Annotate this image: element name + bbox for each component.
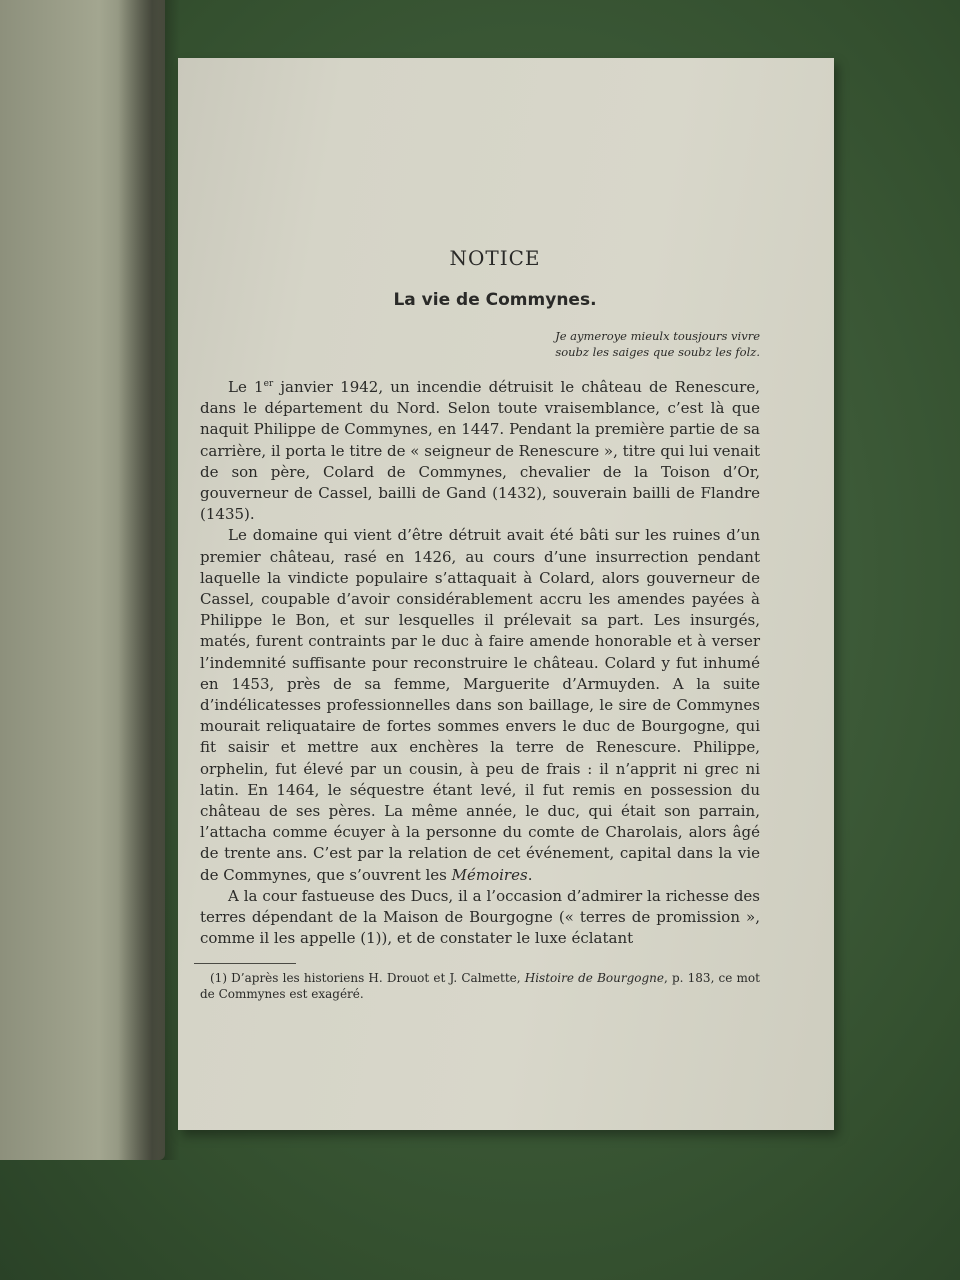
paragraph [200, 525, 760, 885]
paragraph-lead: Le 1 [228, 378, 264, 396]
footnote-divider [194, 963, 296, 964]
paragraph-end: . [527, 865, 533, 884]
page-title: NOTICE [449, 246, 541, 270]
epigraph [200, 328, 760, 360]
epigraph-line: soubz les saiges que soubz les folz. [555, 345, 760, 359]
paragraph-text: Le domaine qui vient d’être détruit avait été bâti sur les ruines d’un premier château, rasé en 1426, au cours d’une insurrection pendant laquelle la vindicte populaire s’attaquait à Colard, alors gouverneur de Cassel, coupable d’avoir considérablement accru les amendes payées à Philippe le Bon, et sur lesquelles il prélevait sa part. Les insurgés, matés, furent contraints par le duc à faire amende honorable et à verser l’indemnité suffisante pour reconstruire le château. Colard y fut inhumé en 1453, près de sa femme, Marguerite d’Armuyden. A la suite d’indélicatesses professionnelles dans son baillage, le sire de Commynes mourait reliquataire de fortes sommes envers le duc de Bourgogne, qui fit saisir et mettre aux enchères la terre de Renescure. Philippe, orphelin, fut élevé par un cousin, à peu de frais : il n’apprit ni grec ni latin. En 1464, le séquestre étant levé, il fut remis en possession du château de ses pères. La même année, le duc, qui était son parrain, l’attacha comme écuyer à la personne du comte de Charolais, alors âgé de trente ans. C’est par la relation de cet événement, capital dans la vie de Commynes, que s’ouvrent les [200, 526, 760, 884]
footnote-book-title: Histoire de Bourgogne [524, 971, 664, 986]
section-heading: La vie de Commynes. [393, 290, 597, 310]
superscript: er [263, 379, 274, 389]
footnote-end: , p. 183, ce mot de Commynes est exagéré. [200, 971, 760, 1002]
footnote-text: (1) D’après les historiens H. Drouot et J. Calmette, [210, 971, 525, 986]
book-gutter [118, 0, 180, 1160]
book-title: Mémoires [451, 865, 528, 884]
paragraph: A la cour fastueuse des Ducs, il a l’occasion d’admirer la richesse des terres dépendant de la Maison de Bourgogne (« terres de promission », comme il les appelle (1)), et de constater le luxe éclatant [200, 886, 760, 948]
paragraph [200, 377, 760, 525]
footnote [200, 970, 760, 1002]
epigraph-line: Je aymeroye mieulx tousjours vivre [555, 329, 760, 343]
paragraph-text: janvier 1942, un incendie détruisit le château de Renescure, dans le département du Nord. Selon toute vraisemblance, c’est là que naquit Philippe de Commynes, en 1447. Pendant la première partie de sa carrière, il porta le titre de « seigneur de Renescure », titre qui lui venait de son père, Colard de Commynes, chevalier de la Toison d’Or, gouverneur de Cassel, bailli de Gand (1432), souverain bailli de Flandre (1435). [200, 378, 761, 524]
page-text [200, 240, 760, 1002]
